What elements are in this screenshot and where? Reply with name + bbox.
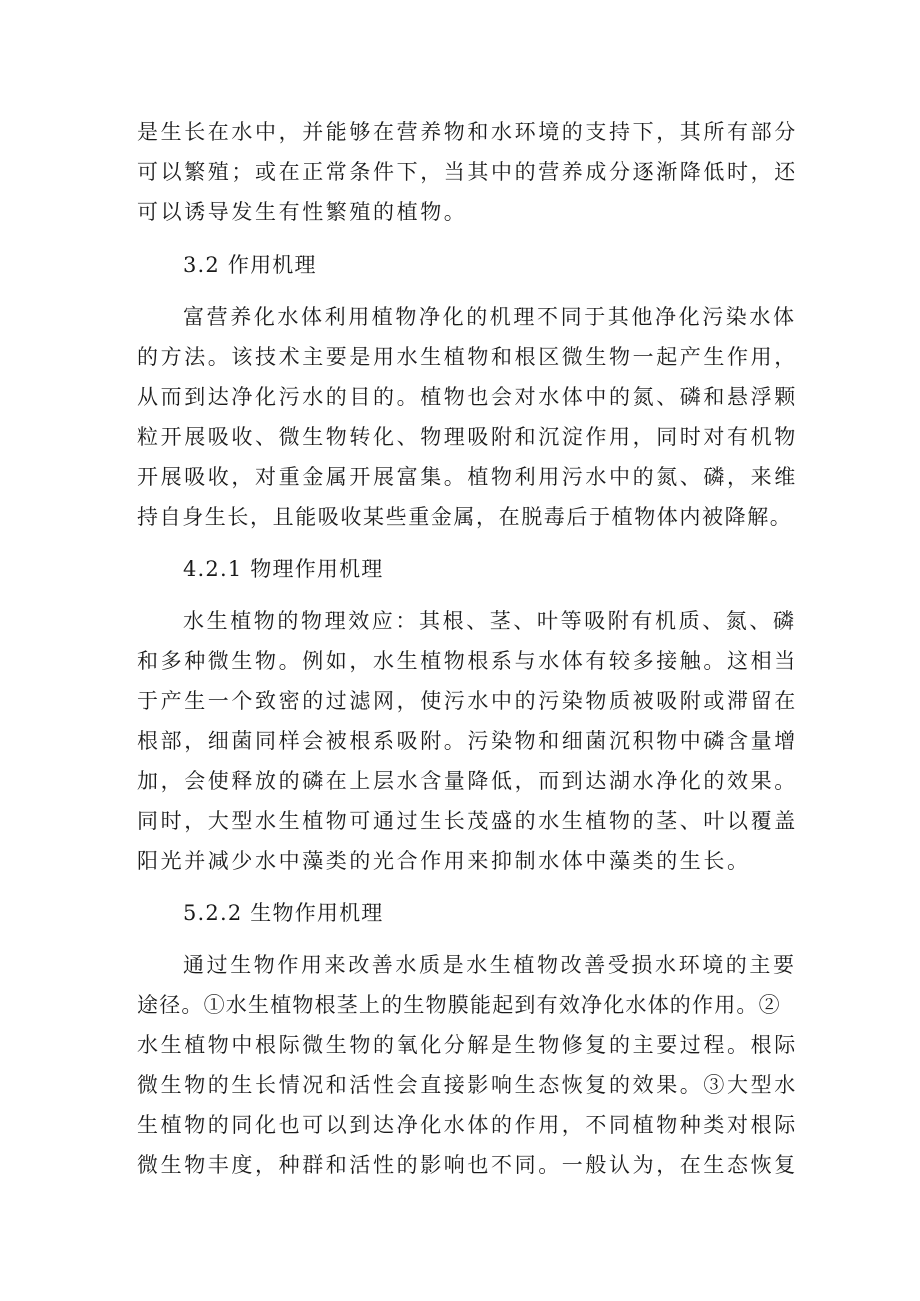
section-heading-3-2: 3.2 作用机理 (183, 253, 317, 277)
paragraph-physical-line-4: 根部，细菌同样会被根系吸附。污染物和细菌沉积物中磷含量增 (137, 729, 798, 753)
paragraph-physical-line-3: 于产生一个致密的过滤网，使污水中的污染物质被吸附或滞留在 (137, 689, 798, 713)
paragraph-mechanism-line-5: 开展吸收，对重金属开展富集。植物利用污水中的氮、磷，来维 (137, 465, 798, 489)
paragraph-physical-line-2: 和多种微生物。例如，水生植物根系与水体有较多接触。这相当 (137, 649, 798, 673)
paragraph-biological-line-2: 途径。①水生植物根茎上的生物膜能起到有效净化水体的作用。② (137, 993, 781, 1017)
paragraph-mechanism-line-2: 的方法。该技术主要是用水生植物和根区微生物一起产生作用， (137, 345, 798, 369)
paragraph-mechanism-line-1: 富营养化水体利用植物净化的机理不同于其他净化污染水体 (183, 305, 797, 329)
paragraph-biological-line-1: 通过生物作用来改善水质是水生植物改善受损水环境的主要 (183, 953, 797, 977)
section-heading-4-2-1: 4.2.1 物理作用机理 (183, 557, 384, 581)
paragraph-biological-line-3: 水生植物中根际微生物的氧化分解是生物修复的主要过程。根际 (137, 1033, 798, 1057)
section-heading-5-2-2: 5.2.2 生物作用机理 (183, 901, 384, 925)
paragraph-mechanism-line-3: 从而到达净化污水的目的。植物也会对水体中的氮、磷和悬浮颗 (137, 385, 798, 409)
paragraph-physical-line-1: 水生植物的物理效应：其根、茎、叶等吸附有机质、氮、磷 (183, 609, 797, 633)
paragraph-physical-line-7: 阳光并减少水中藻类的光合作用来抑制水体中藻类的生长。 (137, 849, 751, 873)
paragraph-intro-line-3: 可以诱导发生有性繁殖的植物。 (137, 200, 468, 224)
paragraph-physical-line-6: 同时，大型水生植物可通过生长茂盛的水生植物的茎、叶以覆盖 (137, 809, 798, 833)
paragraph-mechanism-line-4: 粒开展吸收、微生物转化、物理吸附和沉淀作用，同时对有机物 (137, 425, 798, 449)
paragraph-intro-line-1: 是生长在水中，并能够在营养物和水环境的支持下，其所有部分 (137, 120, 798, 144)
paragraph-physical-line-5: 加，会使释放的磷在上层水含量降低，而到达湖水净化的效果。 (137, 769, 798, 793)
paragraph-biological-line-6: 微生物丰度，种群和活性的影响也不同。一般认为，在生态恢复 (137, 1153, 798, 1177)
paragraph-mechanism-line-6: 持自身生长，且能吸收某些重金属，在脱毒后于植物体内被降解。 (137, 505, 793, 529)
paragraph-intro-line-2: 可以繁殖；或在正常条件下，当其中的营养成分逐渐降低时，还 (137, 160, 798, 184)
paragraph-biological-line-5: 生植物的同化也可以到达净化水体的作用，不同植物种类对根际 (137, 1113, 798, 1137)
paragraph-biological-line-4: 微生物的生长情况和活性会直接影响生态恢复的效果。③大型水 (137, 1073, 798, 1097)
